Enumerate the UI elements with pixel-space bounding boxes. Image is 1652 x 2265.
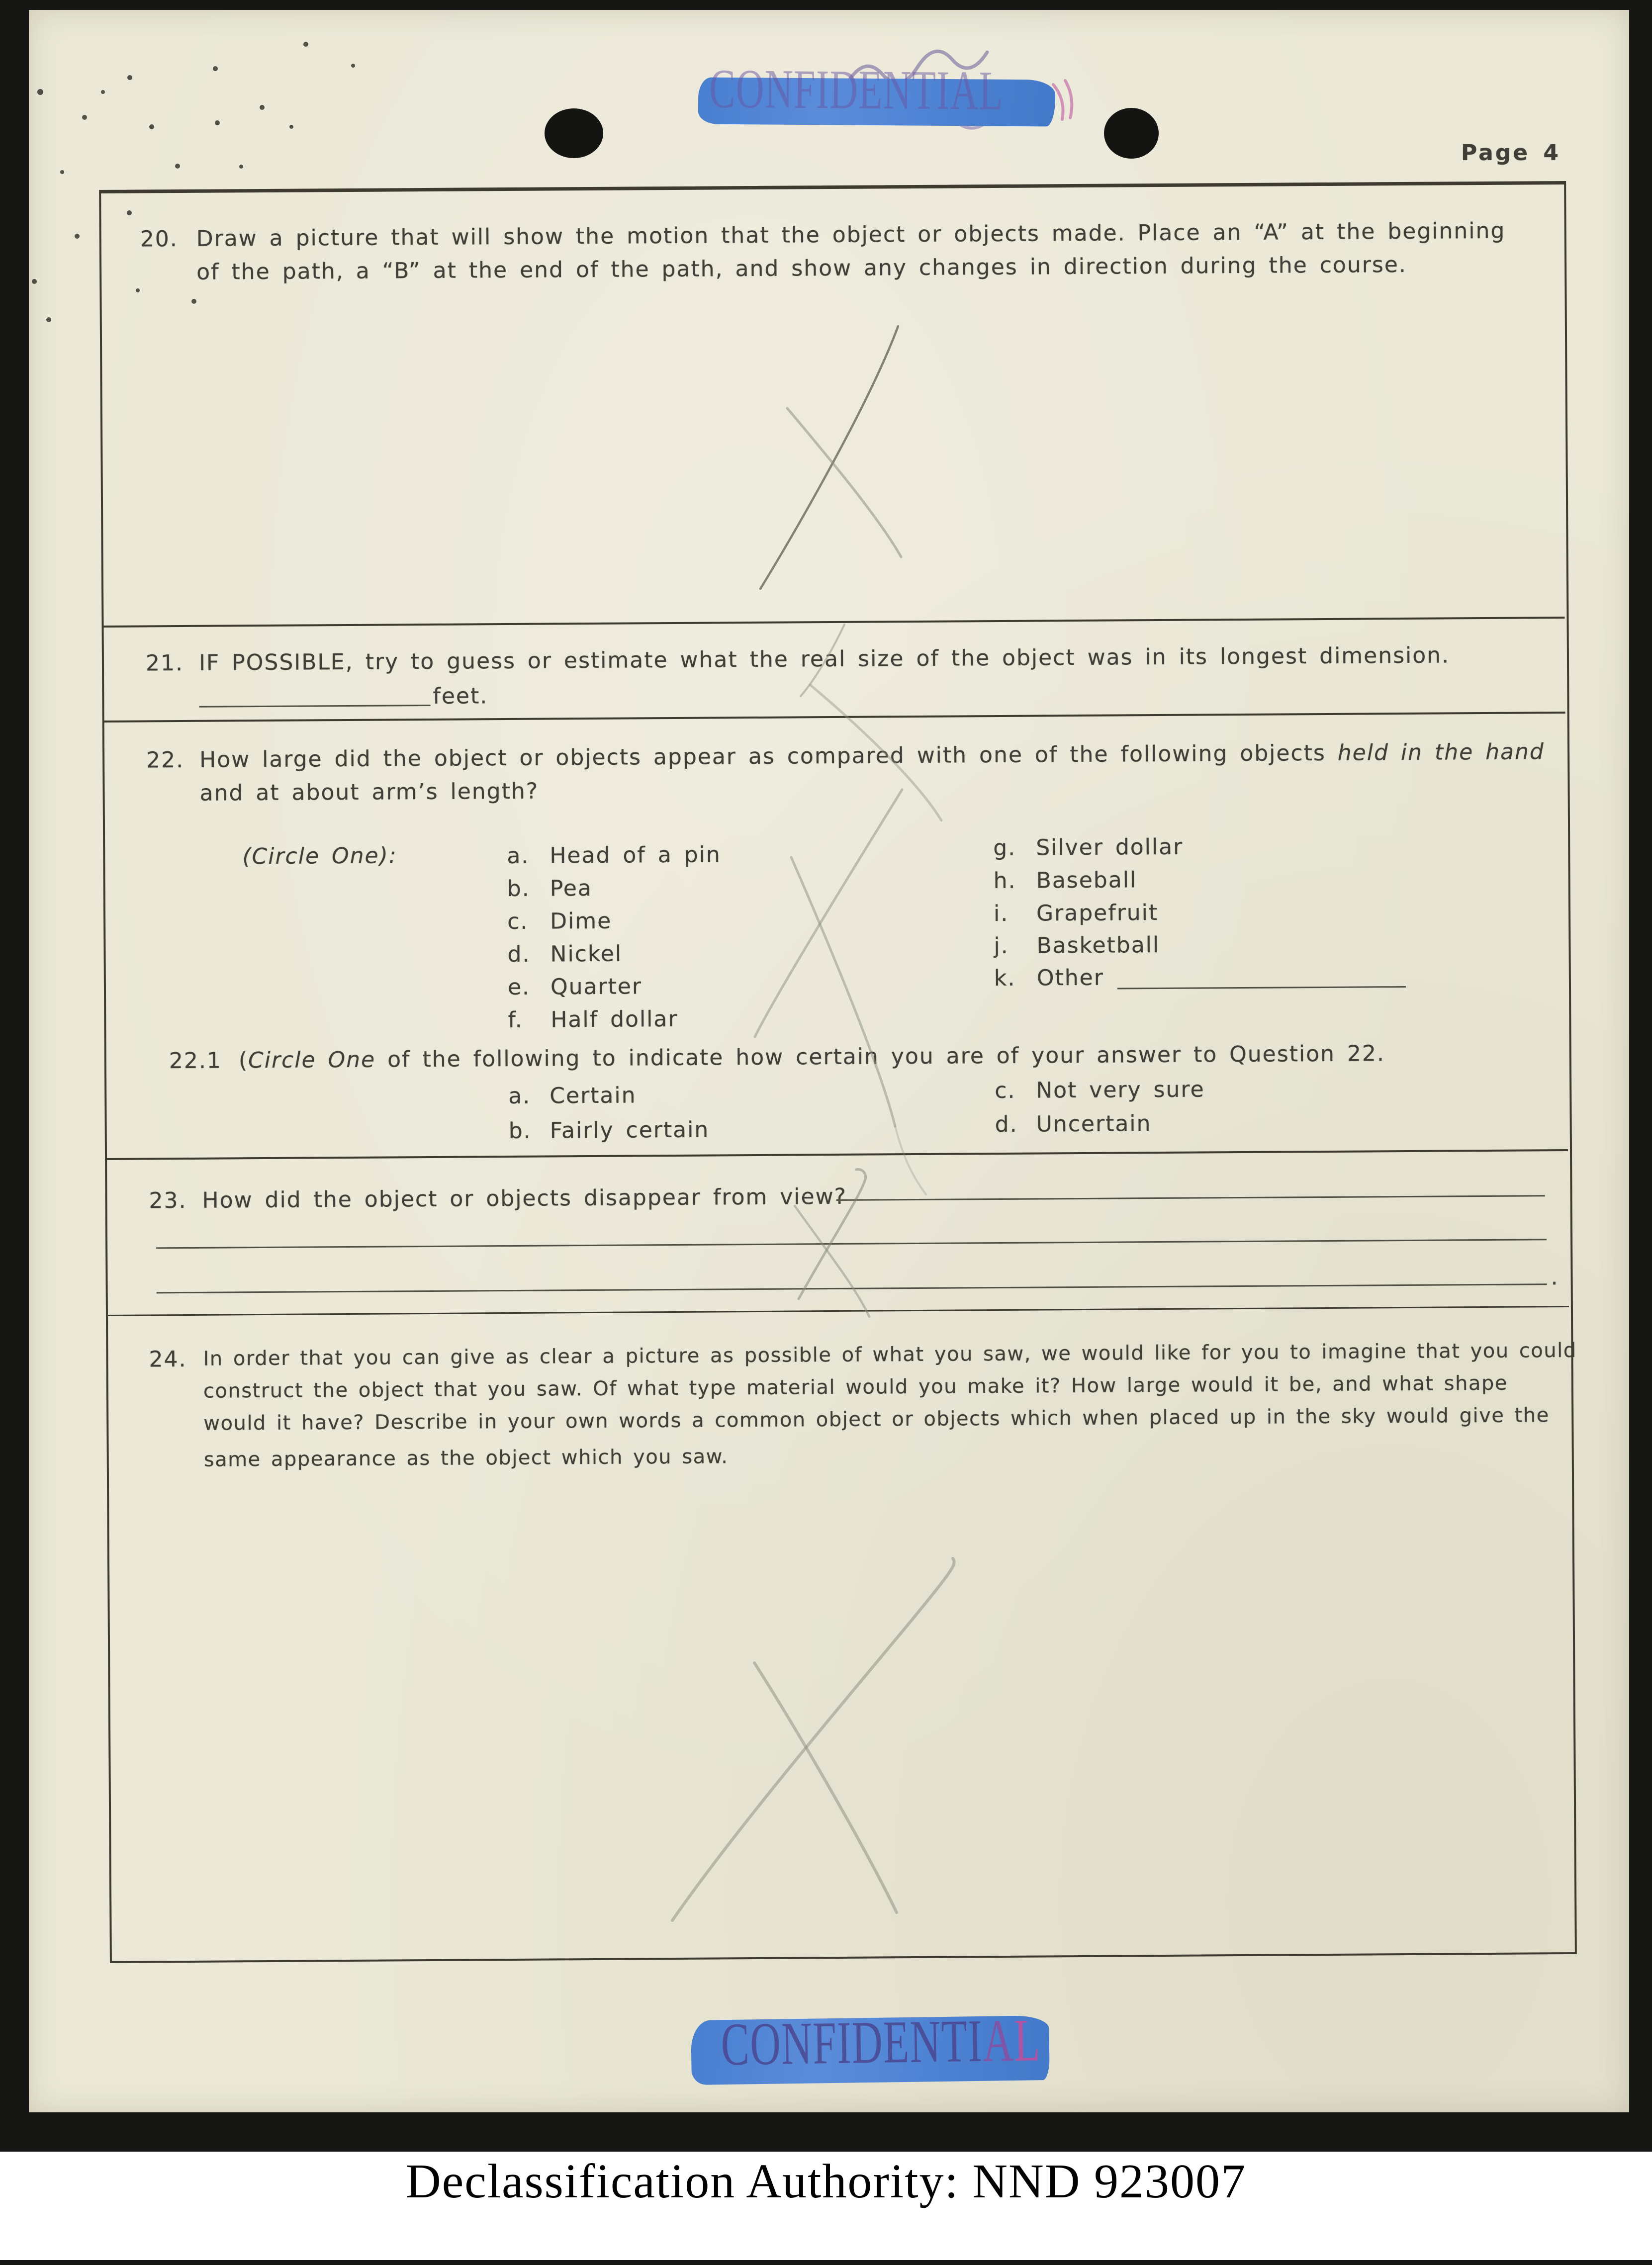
q23-trailing-period: . [1551,1265,1559,1290]
pencil-x-mark-q20 [760,326,901,589]
q22-1-number: 22.1 [169,1048,222,1074]
q22-option-h-label: Baseball [1036,867,1137,894]
q22-1-option-b-letter: b. [508,1118,532,1144]
pencil-x-mark-q23 [795,1170,869,1317]
q22-line2: and at about arm’s length? [199,778,539,806]
q22-option-d-label: Nickel [550,941,623,967]
q22-option-a-label: Head of a pin [550,842,721,869]
q22-1-option-d-letter: d. [995,1111,1018,1138]
q22-1-text-open: ( [238,1048,249,1074]
q22-option-i-label: Grapefruit [1036,900,1159,926]
q22-option-f-letter: f. [508,1007,523,1033]
q24-line1: In order that you can give as clear a picture as possible of what you saw, we would like for you to imagine that you could [203,1339,1577,1370]
pencil-x-mark-q22 [755,790,926,1194]
q22-line1-plain: How large did the object or objects appear as compared with one of the following objects [199,740,1338,773]
q22-option-j-label: Basketball [1036,932,1160,959]
q22-number: 22. [146,747,184,773]
q20-line2: of the path, a “B” at the end of the path, and show any changes in direction during the course. [196,252,1407,285]
q22-option-f-label: Half dollar [551,1006,678,1033]
q22-option-k-label: Other [1036,965,1104,991]
q22-1-option-a-label: Certain [550,1083,637,1109]
q22-option-i-letter: i. [993,901,1009,927]
q24-line4: same appearance as the object which you saw. [203,1445,729,1471]
q22-option-b-label: Pea [550,875,592,902]
q22-option-e-label: Quarter [550,974,642,1000]
q22-circle-one-label: (Circle One): [242,843,397,870]
q24-line3: would it have? Describe in your own words a common object or objects which when placed up in the sky would give the [203,1404,1550,1435]
q22-option-g-label: Silver dollar [1036,834,1184,861]
q22-option-c-label: Dime [550,908,612,934]
q22-1-text-italic: Circle One [248,1047,376,1074]
q24-line2: construct the object that you saw. Of what type material would you make it? How large would it be, and what shape [203,1371,1508,1403]
q22-option-j-letter: j. [994,933,1009,959]
pencil-stroke-q21 [801,625,941,820]
q22-1-text-rest: of the following to indicate how certain you are of your answer to Question 22. [375,1041,1385,1073]
q22-option-a-letter: a. [507,843,530,869]
q20-line1: Draw a picture that will show the motion that the object or objects made. Place an “A” at the beginning [196,218,1506,252]
q21-unit-label: feet. [433,683,488,709]
stamp-bottom-letter-l: L [1013,2006,1041,2074]
q23-number: 23. [149,1187,187,1214]
q20-number: 20. [140,226,178,252]
confidential-stamp-bottom-text [721,2005,1041,2080]
pencil-x-mark-q24 [672,1558,954,1920]
q22-1-option-c-letter: c. [995,1078,1016,1104]
q22-1-option-b-label: Fairly certain [550,1117,710,1144]
q24-number: 24. [149,1346,187,1372]
stamp-bottom-letter-a: A [982,2006,1015,2075]
confidential-stamp-bottom [691,2006,1050,2085]
q22-line1-italic: held in the hand [1337,739,1545,766]
q23-text: How did the object or objects disappear from view? [202,1183,847,1213]
q22-option-c-letter: c. [507,908,529,935]
q22-option-g-letter: g. [993,835,1016,861]
confidential-stamp-top-text: CONFIDENTIAL [709,58,1004,122]
q22-1-option-a-letter: a. [508,1083,531,1109]
q21-number: 21. [145,650,184,676]
declassification-text: Declassification Authority: NND 923007 [405,2155,1247,2208]
page-number: Page 4 [1461,140,1561,166]
q22-1-option-c-label: Not very sure [1036,1077,1205,1103]
q22-option-e-letter: e. [507,974,531,1000]
q22-option-k-letter: k. [994,965,1016,992]
confidential-stamp-top [698,58,1056,126]
declassification-strip [0,2152,1652,2260]
q22-option-h-letter: h. [993,868,1016,894]
q22-1-option-d-label: Uncertain [1036,1111,1152,1137]
stamp-bottom-letters: CONFIDENTI [720,2007,984,2079]
q21-line1: IF POSSIBLE, try to guess or estimate what the real size of the object was in its longest dimension. [198,642,1450,676]
q22-option-b-letter: b. [507,876,530,902]
q22-option-d-letter: d. [507,941,531,968]
